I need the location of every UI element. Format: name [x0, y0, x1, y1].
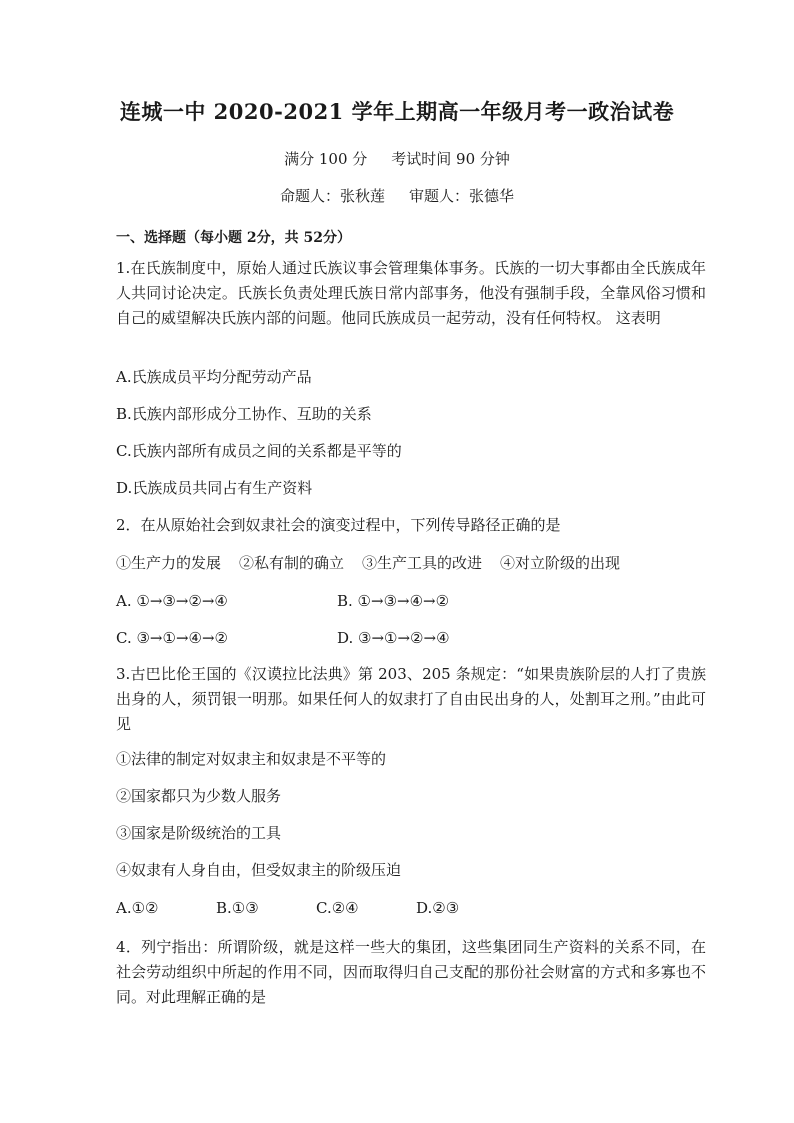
question-2-item: ①生产力的发展 — [116, 554, 222, 572]
question-3-item-3: ③国家是阶级统治的工具 — [116, 824, 282, 842]
exam-title: 连城一中 2020-2021 学年上期高一年级月考一政治试卷 — [119, 99, 675, 124]
question-1-option-a: A.氏族成员平均分配劳动产品 — [116, 368, 312, 386]
question-3-option-c: C.②④ — [316, 899, 359, 917]
question-2-item: ④对立阶级的出现 — [500, 554, 621, 572]
exam-info — [0, 148, 794, 169]
exam-duration: 考试时间 90 分钟 — [391, 150, 510, 168]
question-3-item-2: ②国家都只为少数人服务 — [116, 787, 282, 805]
exam-authors — [0, 185, 794, 206]
question-3-item-4: ④奴隶有人身自由，但受奴隶主的阶级压迫 — [116, 861, 402, 879]
question-2-items — [116, 552, 638, 574]
question-author: 命题人：张秋莲 — [279, 187, 385, 205]
question-2-item: ②私有制的确立 — [239, 554, 345, 572]
section-heading: 一、选择题（每小题 2分，共 52分） — [116, 230, 351, 246]
question-reviewer: 审题人：张德华 — [409, 187, 515, 205]
question-2-option-c: C. ③→①→④→② — [116, 629, 228, 647]
full-score: 满分 100 分 — [284, 150, 368, 168]
question-3-option-d: D.②③ — [416, 899, 460, 917]
question-2-item: ③生产工具的改进 — [362, 554, 483, 572]
question-2-option-a: A. ①→③→②→④ — [116, 592, 228, 610]
question-3-stem: 3.古巴比伦王国的《汉谟拉比法典》第 203、205 条规定：“如果贵族阶层的人打了贵族出身的人，须罚银一明那。如果任何人的奴隶打了自由民出身的人，处割耳之刑。”由此可见 — [116, 665, 706, 733]
question-4-stem: 4．列宁指出：所谓阶级，就是这样一些大的集团，这些集团同生产资料的关系不同，在社会劳动组织中所起的作用不同，因而取得归自己支配的那份社会财富的方式和多寡也不同。对此理解正确的是 — [116, 938, 706, 1006]
question-2-option-b: B. ①→③→④→② — [337, 592, 450, 610]
question-1-option-b: B.氏族内部形成分工协作、互助的关系 — [116, 405, 372, 423]
question-1-option-d: D.氏族成员共同占有生产资料 — [116, 479, 313, 497]
question-2-stem: 2．在从原始社会到奴隶社会的演变过程中，下列传导路径正确的是 — [116, 516, 561, 534]
question-2-option-d: D. ③→①→②→④ — [337, 629, 450, 647]
question-1-stem: 1.在氏族制度中，原始人通过氏族议事会管理集体事务。氏族的一切大事都由全氏族成年人共同讨论决定。氏族长负责处理氏族日常内部事务，他没有强制手段，全靠风俗习惯和自己的威望解决氏族内部的问题。他同氏族成员一起劳动，没有任何特权。 这表明 — [116, 259, 706, 327]
question-1-option-c: C.氏族内部所有成员之间的关系都是平等的 — [116, 442, 402, 460]
question-3-option-a: A.①② — [116, 899, 159, 917]
question-3-option-b: B.①③ — [216, 899, 259, 917]
question-3-item-1: ①法律的制定对奴隶主和奴隶是不平等的 — [116, 750, 387, 768]
question-3-options — [116, 897, 516, 919]
